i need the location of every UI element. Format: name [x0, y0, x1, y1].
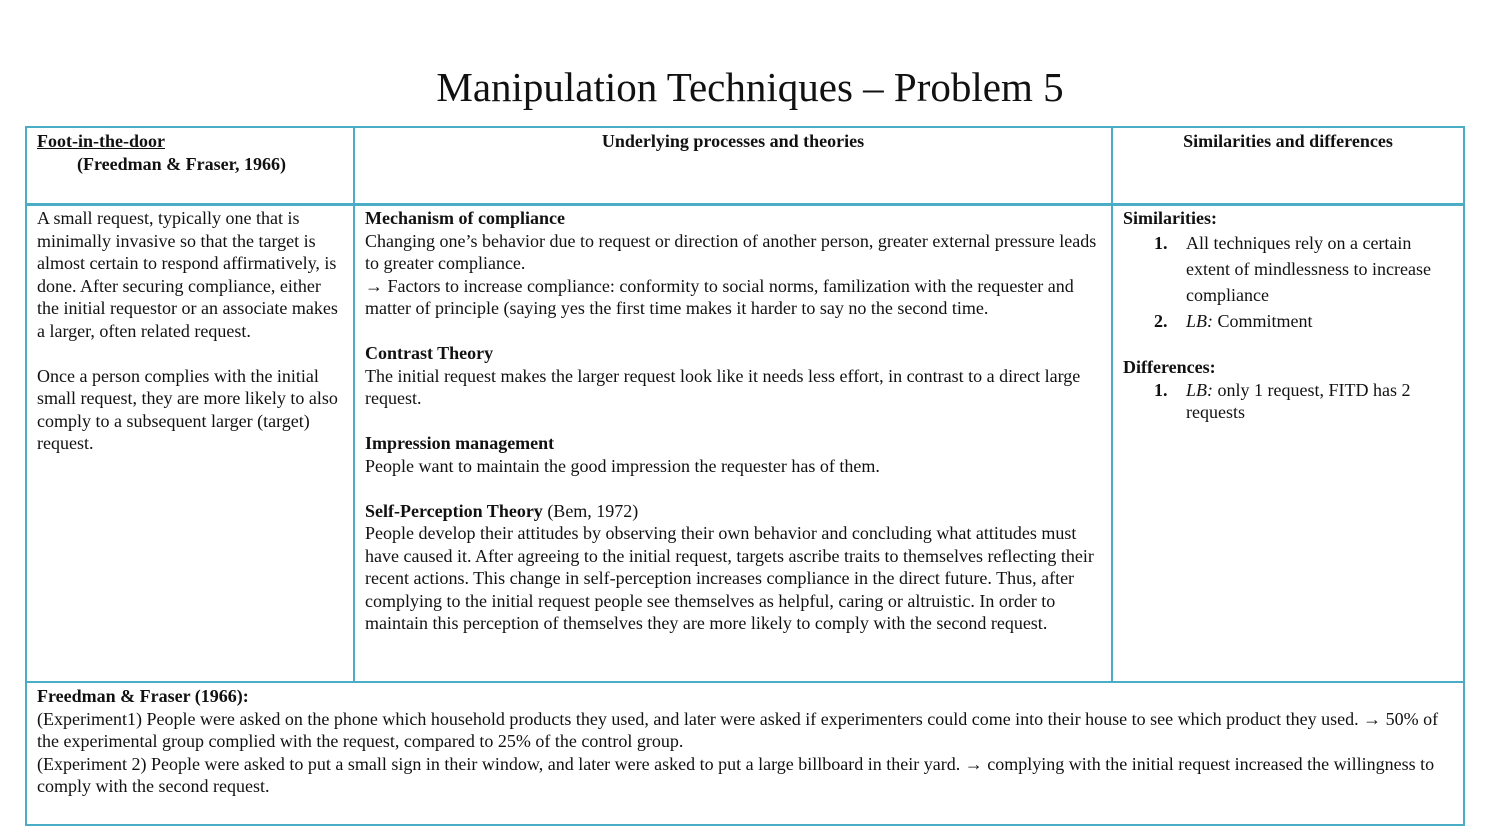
- header-technique-cell: [27, 130, 353, 203]
- header-processes-cell: [355, 130, 1111, 203]
- mechanism-factors: → Factors to increase compliance: conformity to social norms, familization with the requester and matter of principle (saying yes the first time makes it harder to say no the second time.: [365, 275, 1074, 318]
- lb-prefix: LB:: [1186, 379, 1213, 400]
- description-paragraph-2: Once a person complies with the initial small request, they are more likely to also comply to a subsequent larger (target) request.: [37, 365, 338, 453]
- differences-list: [1123, 379, 1453, 424]
- processes-cell: [355, 207, 1111, 679]
- selfperception-text: People develop their attitudes by observing their own behavior and concluding what attitudes must have caused it. After agreeing to the initial request, targets ascribe traits to themselves reflecting their recent actions. This change in self-perception increases compliance in the direct future. Thus, after complying to the initial request people see themselves as helpful, caring or altruistic. In order to maintain this perception of themselves they are more likely to comply with the second request.: [365, 523, 1094, 633]
- processes-heading: Underlying processes and theories: [601, 131, 865, 151]
- mechanism-text: Changing one’s behavior due to request or direction of another person, greater external pressure leads to greater compliance.: [365, 230, 1097, 273]
- impression-heading: Impression management: [365, 433, 555, 453]
- similarity-text: All techniques rely on a certain extent of mindlessness to increase compliance: [1186, 232, 1431, 305]
- technique-citation: (Freedman & Fraser, 1966): [77, 153, 286, 174]
- impression-text: People want to maintain the good impression the requester has of them.: [365, 455, 880, 476]
- study-cell: [27, 685, 1463, 825]
- experiment-1-text: (Experiment1) People were asked on the phone which household products they used, and later were asked if experimenters could come into their house to see which product they used. → 50% of the experimental group complied with the request, compared to 25% of the control group.: [37, 708, 1439, 751]
- study-heading: Freedman & Fraser (1966):: [37, 686, 249, 706]
- list-number: 1.: [1154, 232, 1168, 253]
- list-item: [1123, 230, 1453, 308]
- similarity-text: Commitment: [1213, 310, 1313, 331]
- comparison-table: [25, 126, 1465, 826]
- differences-label: Differences:: [1123, 357, 1216, 377]
- selfperception-citation: (Bem, 1972): [547, 500, 639, 521]
- list-item: [1123, 308, 1453, 334]
- selfperception-heading: Self-Perception Theory: [365, 500, 543, 521]
- contrast-heading: Contrast Theory: [365, 343, 494, 363]
- difference-text: only 1 request, FITD has 2 requests: [1186, 379, 1411, 422]
- contrast-text: The initial request makes the larger request look like it needs less effort, in contrast to a direct large request.: [365, 365, 1081, 408]
- comparison-cell: [1113, 207, 1463, 679]
- similarities-label: Similarities:: [1123, 208, 1217, 228]
- technique-name: Foot-in-the-door: [37, 131, 165, 151]
- list-item: [1123, 379, 1453, 424]
- list-number: 1.: [1154, 379, 1168, 400]
- similarities-heading: Similarities and differences: [1183, 131, 1393, 151]
- description-cell: [27, 207, 353, 679]
- document-title: Manipulation Techniques – Problem 5: [436, 64, 1064, 110]
- header-similarities-cell: [1113, 130, 1463, 203]
- lb-prefix: LB:: [1186, 310, 1213, 331]
- row-divider: [27, 681, 1463, 683]
- header-divider: [27, 203, 1463, 206]
- experiment-2-text: (Experiment 2) People were asked to put a small sign in their window, and later were asked to put a large billboard in their yard. → complying with the initial request increased the willingness to comply with the second request.: [37, 753, 1435, 796]
- selfperception-heading-line: [365, 500, 1101, 523]
- similarities-list: [1123, 230, 1453, 334]
- list-number: 2.: [1154, 310, 1168, 331]
- description-paragraph-1: A small request, typically one that is minimally invasive so that the target is almost certain to respond affirmatively, is done. After securing compliance, either the initial requestor or an associate makes a larger, often related request.: [37, 208, 338, 341]
- mechanism-heading: Mechanism of compliance: [365, 208, 565, 228]
